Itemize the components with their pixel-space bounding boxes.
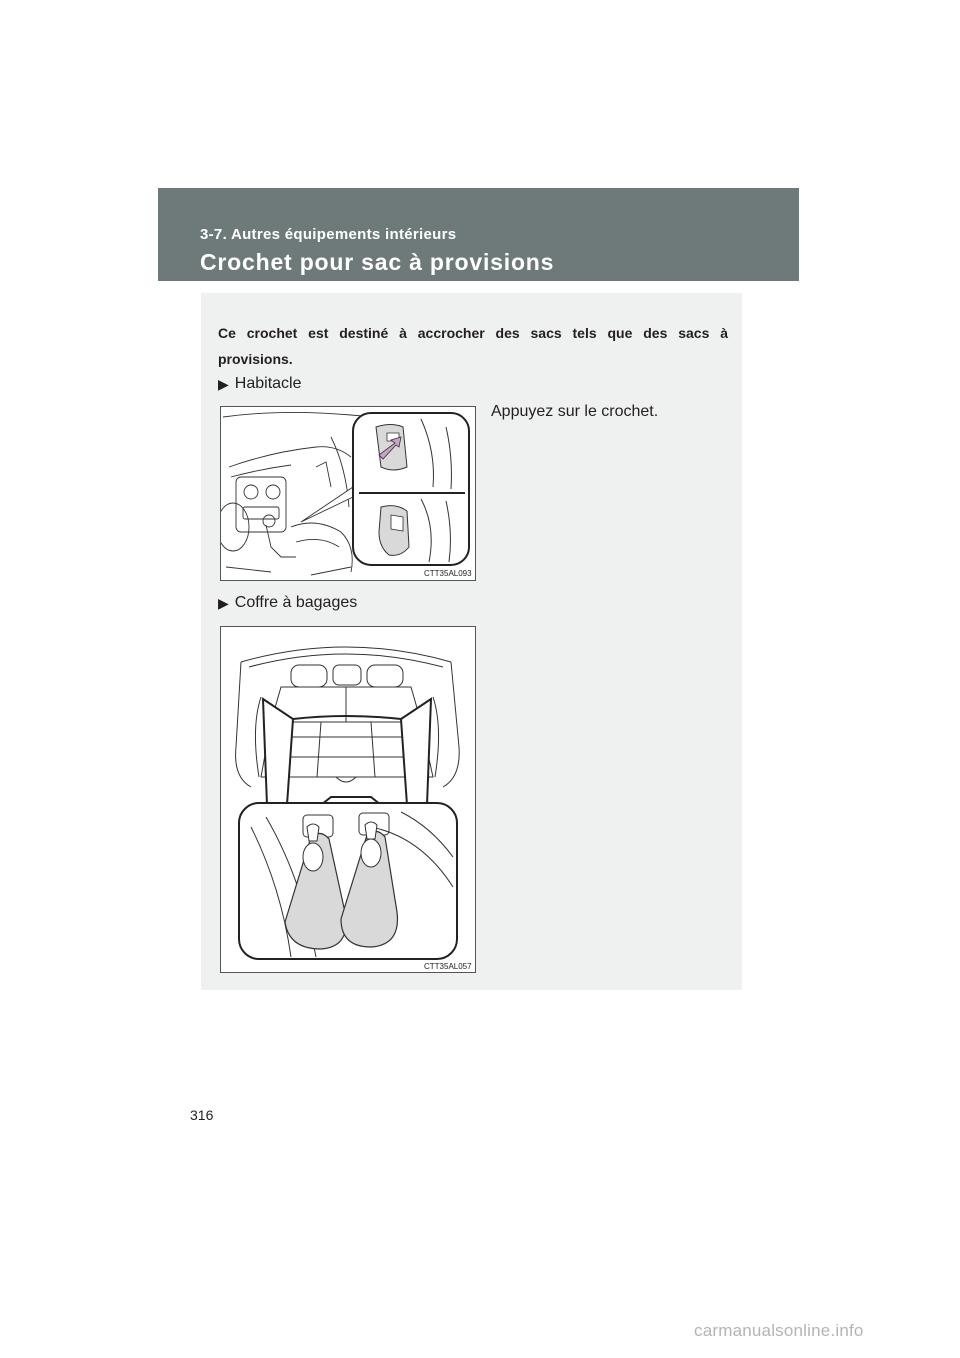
cabin-figure	[220, 406, 476, 581]
page-title: Crochet pour sac à provisions	[200, 249, 555, 275]
trunk-figure	[220, 626, 476, 973]
cabin-instruction: Appuyez sur le crochet.	[491, 403, 659, 420]
triangle-bullet-icon: ▶	[218, 594, 229, 611]
trunk-heading	[218, 594, 357, 612]
intro-text: Ce crochet est destiné à accrocher des sacs tels que des sacs à provisions.	[218, 325, 728, 367]
triangle-bullet-icon: ▶	[218, 375, 229, 392]
cabin-figure-code: CTT35AL093	[424, 569, 472, 578]
section-label: 3-7. Autres équipements intérieurs	[200, 226, 457, 243]
trunk-heading-label: Coffre à bagages	[234, 594, 358, 611]
page-number: 316	[190, 1107, 214, 1123]
watermark[interactable]: carmanualsonline.info	[694, 1321, 864, 1340]
cabin-illustration	[221, 407, 475, 580]
cabin-heading	[218, 375, 301, 393]
trunk-figure-code: CTT35AL057	[424, 962, 472, 971]
cabin-heading-label: Habitacle	[234, 375, 302, 392]
trunk-illustration	[221, 627, 475, 972]
